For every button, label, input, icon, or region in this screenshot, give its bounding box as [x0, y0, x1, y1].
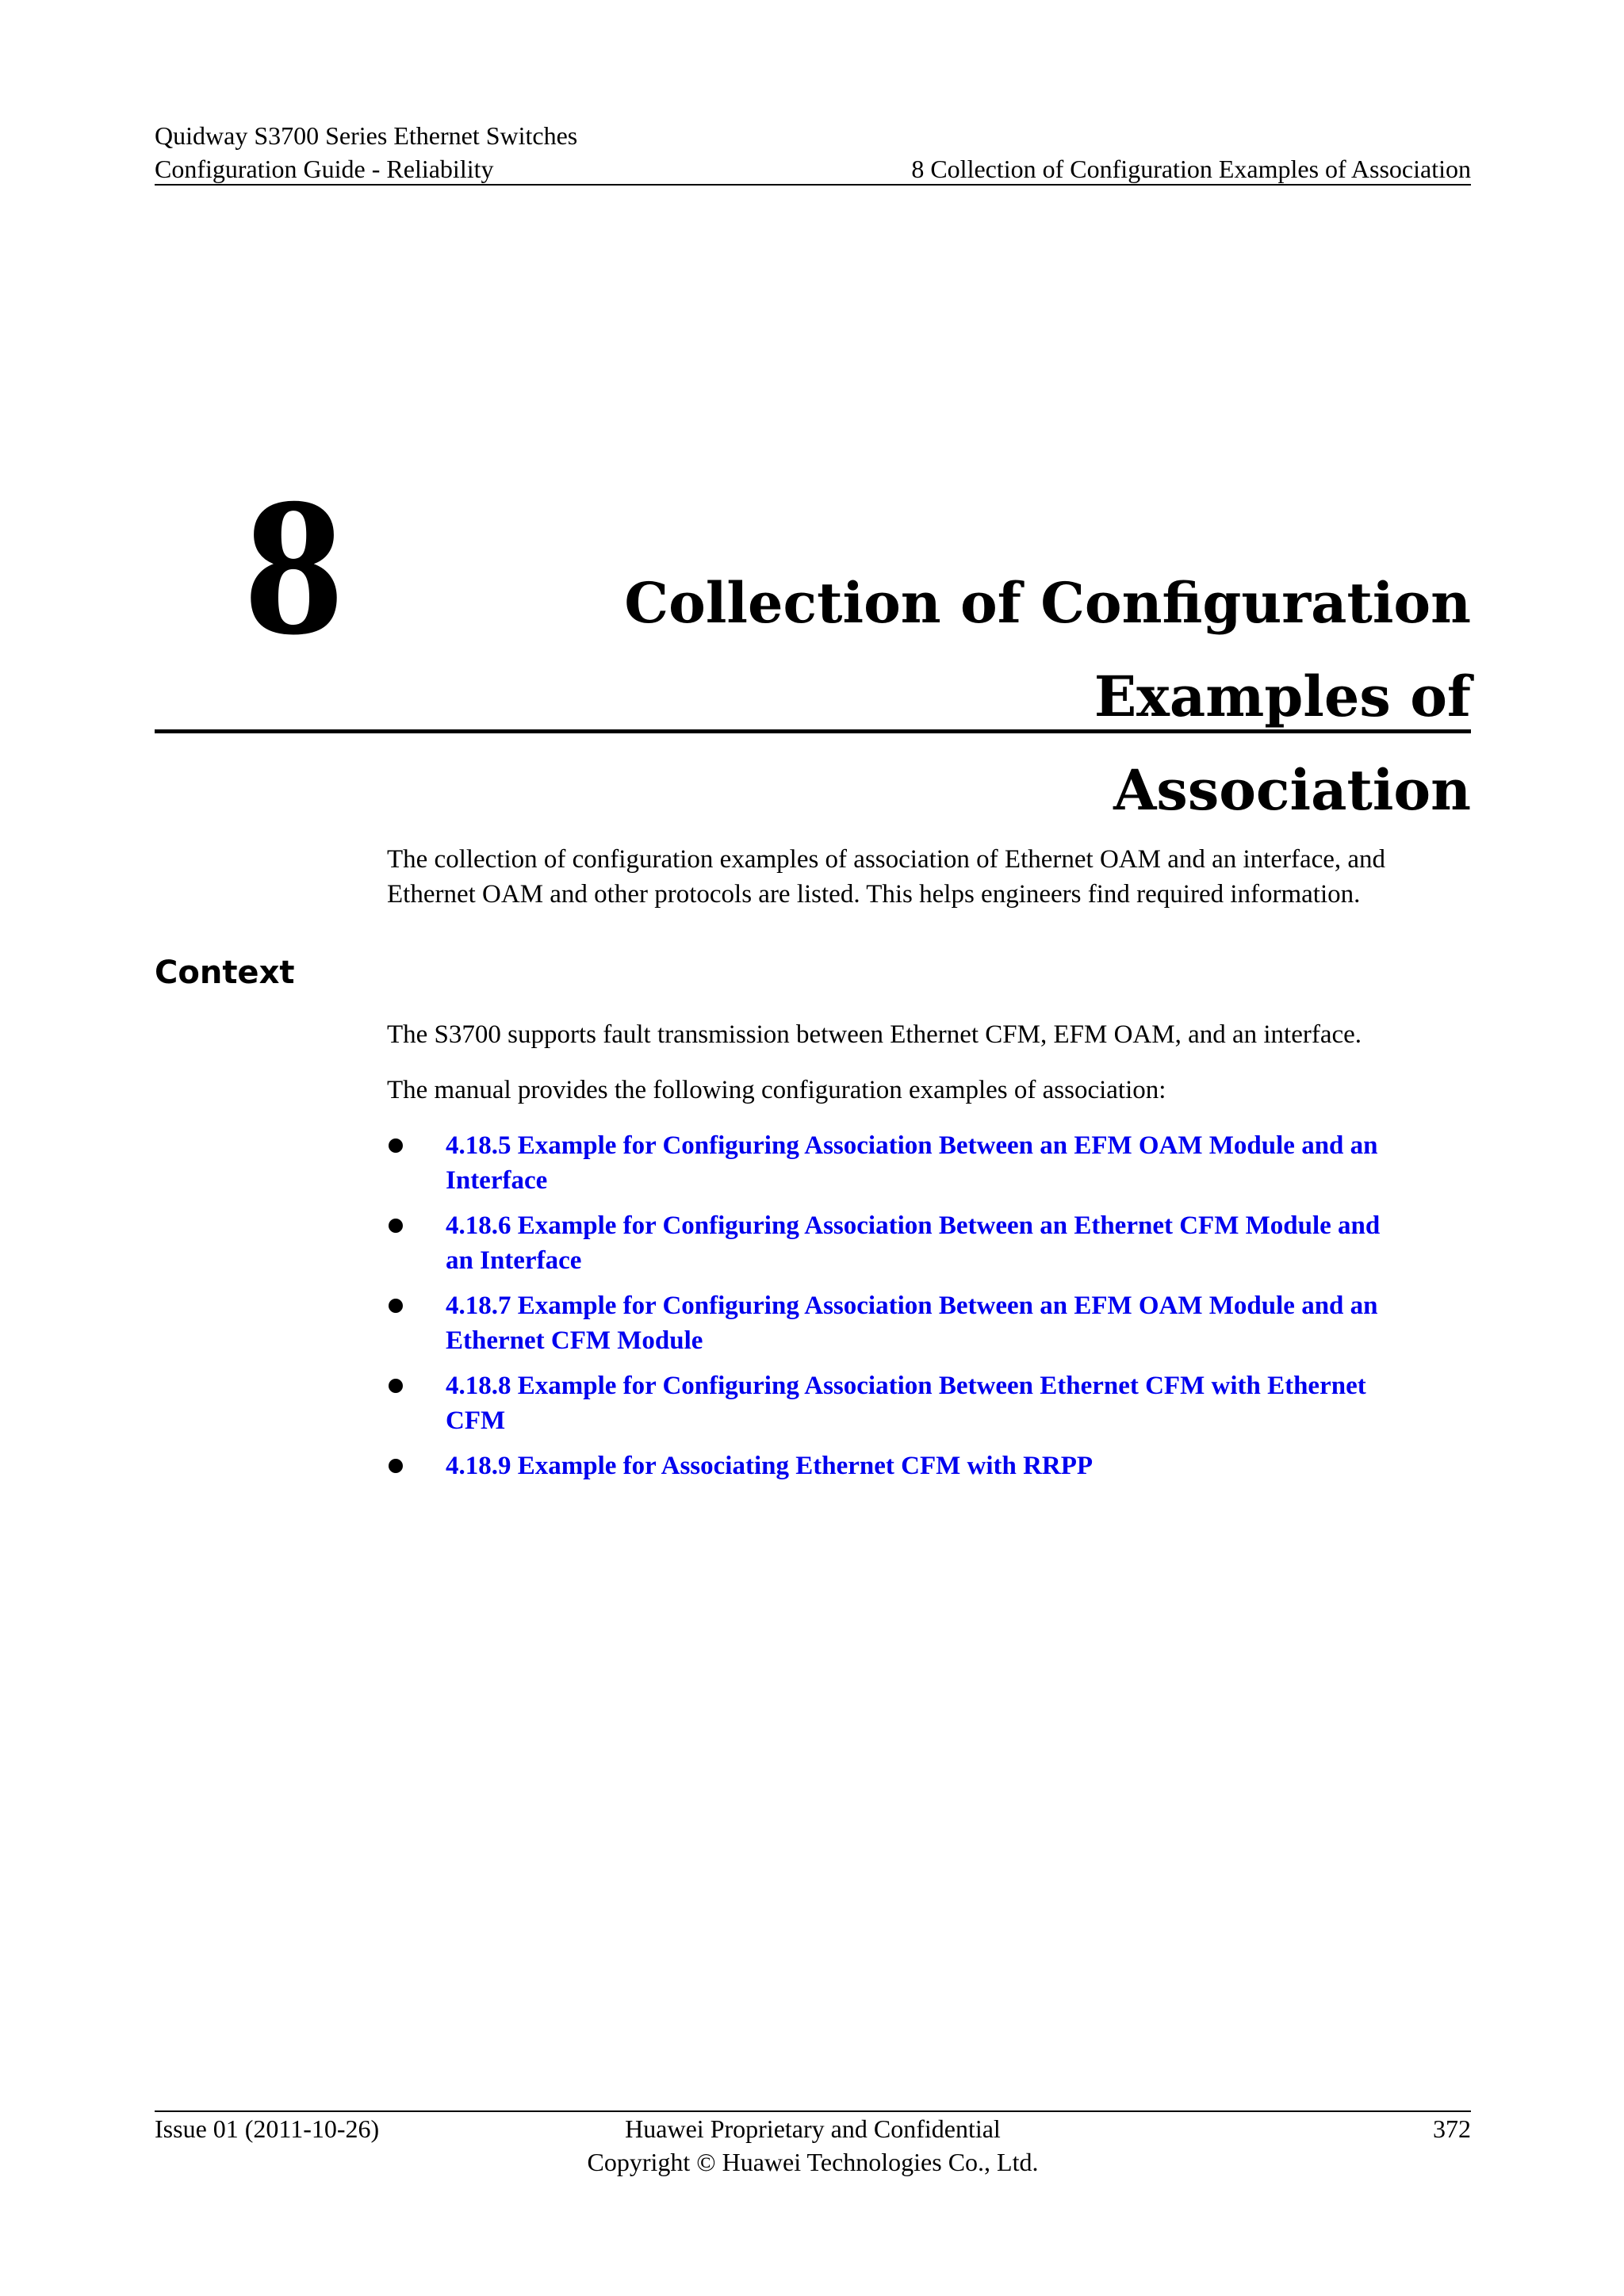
bullet-icon: [389, 1459, 403, 1473]
link-line: 4.18.9 Example for Associating Ethernet CFM with RRPP: [446, 1452, 1094, 1480]
link-line: Ethernet CFM Module: [446, 1326, 703, 1355]
link-example-4-18-6[interactable]: [446, 1211, 1380, 1275]
link-line: 4.18.8 Example for Configuring Association Between Ethernet CFM with Ethernet: [446, 1372, 1366, 1400]
context-body: [387, 1017, 1473, 1494]
bullet-icon: [389, 1379, 403, 1393]
link-line: 4.18.7 Example for Configuring Association Between an EFM OAM Module and an: [446, 1292, 1378, 1320]
footer-page-number: 372: [1433, 2114, 1471, 2143]
list-item: [387, 1448, 1473, 1483]
chapter-title-line-1: Collection of Configuration Examples of: [624, 570, 1471, 729]
link-line: 4.18.5 Example for Configuring Association Between an EFM OAM Module and an: [446, 1131, 1378, 1160]
link-line: Interface: [446, 1166, 548, 1195]
context-paragraph-2: The manual provides the following configuration examples of association:: [387, 1076, 1166, 1104]
intro-line-2: Ethernet OAM and other protocols are listed. This helps engineers find required information.: [387, 880, 1361, 909]
header-chapter-ref: 8 Collection of Configuration Examples of Association: [911, 155, 1471, 183]
context-paragraph-1: The S3700 supports fault transmission between Ethernet CFM, EFM OAM, and an interface.: [387, 1020, 1362, 1049]
link-line: CFM: [446, 1406, 506, 1435]
list-item: [387, 1208, 1473, 1278]
header-guide: Configuration Guide - Reliability: [155, 155, 494, 183]
link-line: an Interface: [446, 1246, 582, 1275]
bullet-icon: [389, 1219, 403, 1233]
header-rule: [155, 184, 1471, 186]
chapter-title-line-2: Association: [1113, 757, 1471, 823]
bullet-icon: [389, 1138, 403, 1153]
chapter-number: 8: [244, 457, 343, 676]
link-line: 4.18.6 Example for Configuring Association Between an Ethernet CFM Module and: [446, 1211, 1381, 1240]
context-heading: Context: [155, 955, 295, 991]
list-item: [387, 1288, 1473, 1358]
chapter-rule: [155, 729, 1471, 733]
link-example-4-18-8[interactable]: [446, 1372, 1366, 1435]
footer-issue: Issue 01 (2011-10-26): [155, 2114, 380, 2143]
list-item: [387, 1368, 1473, 1438]
list-item: [387, 1128, 1473, 1198]
footer-copyright: Copyright © Huawei Technologies Co., Ltd.: [587, 2148, 1039, 2176]
link-example-4-18-5[interactable]: [446, 1131, 1378, 1195]
link-example-4-18-7[interactable]: [446, 1292, 1378, 1355]
bullet-icon: [389, 1299, 403, 1313]
link-example-4-18-9[interactable]: [446, 1452, 1093, 1480]
chapter-title-block: [155, 457, 1471, 823]
intro-paragraph: [387, 842, 1473, 912]
footer-center: [155, 2112, 1471, 2179]
footer-confidential: Huawei Proprietary and Confidential: [625, 2114, 1001, 2143]
chapter-title: [393, 557, 1471, 837]
header-product: Quidway S3700 Series Ethernet Switches: [155, 121, 578, 150]
example-link-list: [387, 1128, 1473, 1483]
running-header: [155, 119, 1471, 186]
intro-line-1: The collection of configuration examples of association of Ethernet OAM and an interface, and: [387, 845, 1386, 874]
header-line-2: [155, 152, 1471, 186]
